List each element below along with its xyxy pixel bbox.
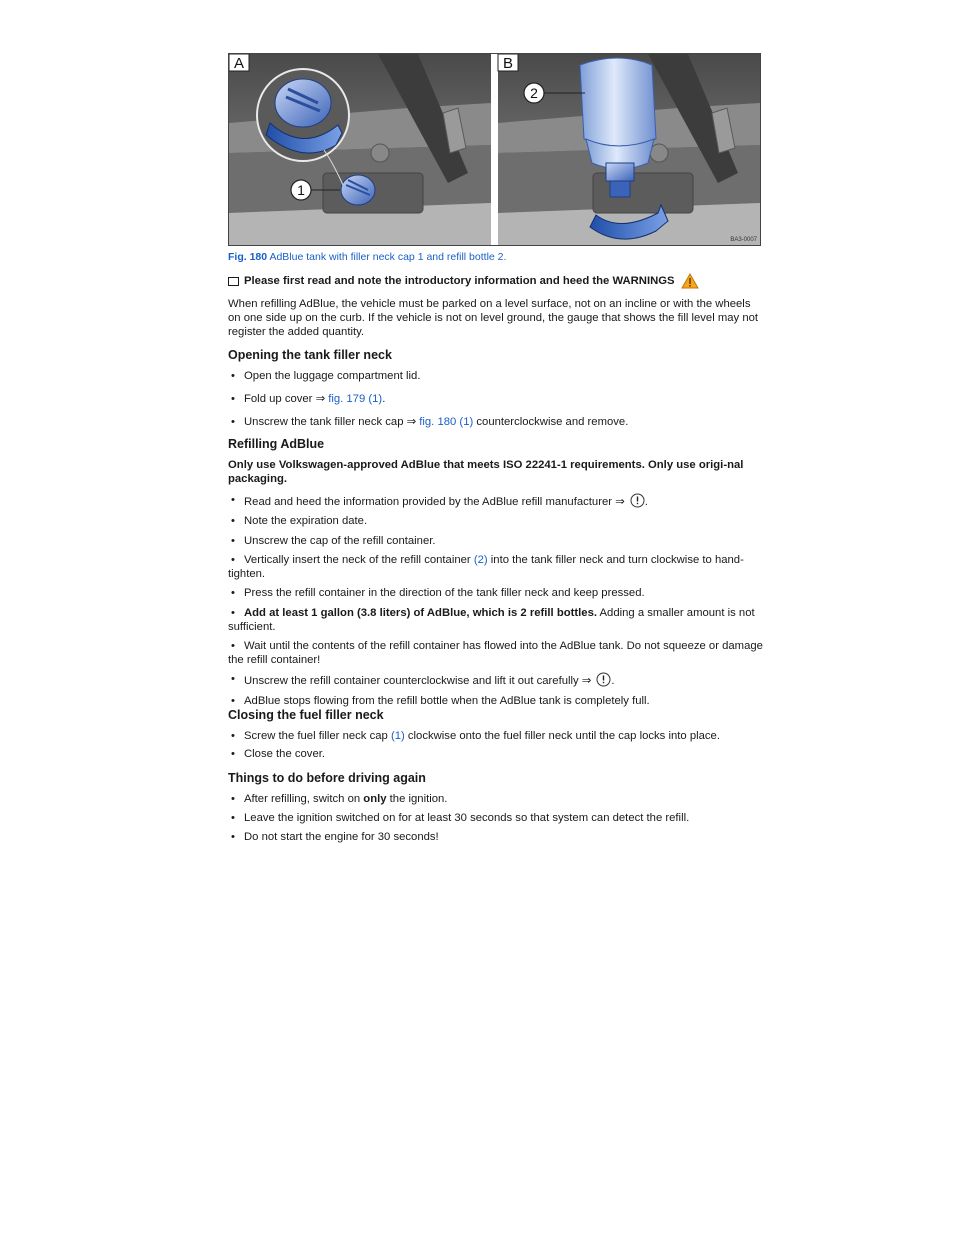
refilling-note: Only use Volkswagen-approved AdBlue that meets ISO 22241-1 requirements. Only use origi-nal packaging. (228, 459, 744, 485)
list-item: • AdBlue stops flowing from the refill bottle when the AdBlue tank is completely full. (231, 695, 650, 707)
section-title-closing: Closing the fuel filler neck (228, 708, 384, 722)
book-icon (228, 277, 239, 285)
list-item: • Press the refill container in the direction of the tank filler neck and keep pressed. (231, 587, 645, 599)
list-item: • Close the cover. (231, 748, 326, 760)
intro-line (228, 273, 764, 289)
section-title-opening: Opening the tank filler neck (228, 348, 392, 362)
list-item: • Fold up cover ⇒ fig. 179 (1). (231, 393, 386, 405)
intro-text: Please first read and note the introductory information and heed the WARNINGS (244, 275, 675, 287)
list-item: • Note the expiration date. (231, 515, 368, 527)
panel-a-label: A (233, 55, 245, 72)
level-surface-paragraph: When refilling AdBlue, the vehicle must be parked on a level surface, not on an incline or with the wheels on one side up on the curb. If the vehicle is not on level ground, the gauge that shows the fill level may not register the added quantity. (228, 298, 759, 338)
list-item: • Vertically insert the neck of the refill container (2) into the tank filler neck and turn clockwise to hand-tighten. (228, 554, 744, 580)
list-item: • Open the luggage compartment lid. (231, 370, 421, 382)
callout-1: 1 (297, 182, 305, 198)
section-title-before-driving: Things to do before driving again (228, 771, 426, 785)
opening-steps (228, 369, 764, 429)
warning-triangle-icon[interactable] (681, 273, 699, 289)
caution-icon[interactable] (630, 493, 645, 508)
section-title-refilling: Refilling AdBlue (228, 437, 325, 451)
figure-number: Fig. 180 (228, 251, 268, 263)
figure-caption-text: AdBlue tank with filler neck cap 1 and refill bottle 2. (267, 251, 507, 263)
list-item: • Do not start the engine for 30 seconds! (231, 831, 439, 843)
figure-ref-code: BA3-0007 (730, 237, 757, 243)
before-driving-steps (228, 792, 764, 844)
closing-steps (228, 729, 764, 761)
link-cap-1[interactable]: (1) (390, 730, 405, 742)
list-item: • Unscrew the refill container counterclockwise and lift it out carefully ⇒ . (231, 673, 615, 687)
list-item: • Unscrew the tank filler neck cap ⇒ fig. 180 (1) counterclockwise and remove. (231, 416, 629, 428)
panel-b-label: B (502, 55, 514, 72)
panel-a (229, 54, 491, 245)
panel-b (498, 54, 760, 245)
list-item: • Add at least 1 gallon (3.8 liters) of AdBlue, which is 2 refill bottles. Adding a smaller amount is not sufficient. (228, 607, 755, 633)
link-fig-180[interactable]: fig. 180 (1) (419, 416, 474, 428)
list-item: • Read and heed the information provided by the AdBlue refill manufacturer ⇒ . (231, 494, 648, 508)
list-item: • Wait until the contents of the refill container has flowed into the AdBlue tank. Do not squeeze or damage the refill container! (228, 640, 763, 666)
caution-icon[interactable] (596, 672, 611, 687)
link-refill-container-2[interactable]: (2) (473, 554, 488, 566)
refilling-steps (228, 493, 764, 708)
link-fig-179[interactable]: fig. 179 (1) (328, 393, 383, 405)
figure-caption (228, 251, 506, 263)
list-item: • Unscrew the cap of the refill container. (231, 535, 436, 547)
list-item: • Screw the fuel filler neck cap (1) clockwise onto the fuel filler neck until the cap locks into place. (231, 730, 720, 742)
adblue-refill-figure (228, 53, 761, 246)
list-item: • After refilling, switch on only the ignition. (231, 793, 448, 805)
list-item: • Leave the ignition switched on for at least 30 seconds so that system can detect the refill. (231, 812, 690, 824)
callout-2: 2 (530, 85, 538, 101)
